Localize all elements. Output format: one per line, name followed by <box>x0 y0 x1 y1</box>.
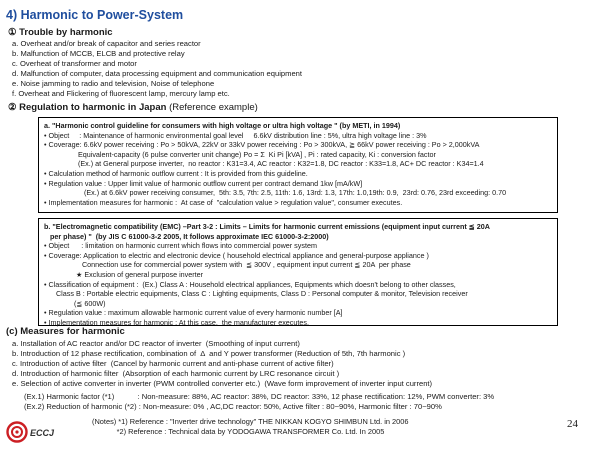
logo-text: ECCJ <box>30 428 55 438</box>
box-a-line: • Regulation value : Upper limit value of harmonic outflow current per contract demand 1kw [mA/kW] <box>44 178 363 188</box>
note-line: (Notes) *1) Reference : "Inverter drive technology" THE NIKKAN KOGYO SHIMBUN Ltd. in 2006 <box>92 417 409 426</box>
box-b-title: per phase) " (by JIS C 61000-3-2 2005, It follows approximate IEC 61000-3-2:2000) <box>44 231 329 241</box>
box-a-line: • Coverage: 6.6kV power receiving : Po > 50kVA, 22kV or 33kV power receiving : Po > 300kVA, ≧ 66kV power receiving : Po > 2,000kVA <box>44 140 480 150</box>
list-item: a. Overheat and/or break of capacitor and series reactor <box>12 39 201 48</box>
list-item: c. Overheat of transformer and motor <box>12 59 137 68</box>
list-item: b. Introduction of 12 phase rectification, combination of Δ and Y power transformer (Reduction of 5th, 7th harmonic ) <box>12 349 406 358</box>
list-item: c. Introduction of active filter (Cancel by harmonic current and anti-phase current of active filter) <box>12 359 334 368</box>
list-item: e. Noise jamming to radio and television, Noise of telephone <box>12 79 215 88</box>
box-b-line: • Classification of equipment : (Ex.) Class A : Household electrical appliances, Equipments which doesn't belong to other classes, <box>44 279 456 289</box>
section2-heading-suffix: (Reference example) <box>169 102 258 113</box>
eccj-logo-icon <box>6 421 28 443</box>
note-line: *2) Reference : Technical data by YODOGAWA TRANSFORMER Co. Ltd. In 2005 <box>92 426 385 436</box>
reference-notes <box>92 417 408 437</box>
section2-heading <box>8 102 258 113</box>
section3-heading: (c) Measures for harmonic <box>6 326 125 337</box>
list-item: a. Installation of AC reactor and/or DC reactor of inverter (Smoothing of input current) <box>12 339 300 348</box>
page-number: 24 <box>567 418 578 430</box>
examples-block <box>24 392 494 412</box>
regulation-box-a <box>38 117 558 213</box>
box-b-line: • Implementation measures for harmonic : At this case, the manufacturer executes. <box>44 317 309 327</box>
regulation-box-b <box>38 218 558 326</box>
box-b-title: b. "Electromagnetic compatibility (EMC) –Part 3-2 : Limits – Limits for harmonic current emissions (equipment input current ≦ 20A <box>44 222 490 231</box>
box-a-title: a. "Harmonic control guideline for consumers with high voltage or ultra high voltage " (by METI, in 1994) <box>44 121 401 130</box>
box-b-line: Connection use for commercial power system with ≦ 300V , equipment input current ≦ 20A per phase <box>44 260 411 270</box>
list-item: d. Introduction of harmonic filter (Absorption of each harmonic current by LRC resonance circuit ) <box>12 369 340 378</box>
list-item: d. Malfunction of computer, data processing equipment and communication equipment <box>12 69 302 78</box>
box-b-line: • Object : limitation on harmonic current which flows into commercial power system <box>44 241 317 251</box>
list-item: b. Malfunction of MCCB, ELCB and protective relay <box>12 49 185 58</box>
box-b-line: • Coverage: Application to electric and electronic device ( household electrical appliance and general-purpose appliance ) <box>44 250 429 260</box>
box-b-line: • Regulation value : maximum allowable harmonic current value of every harmonic number [A] <box>44 308 343 318</box>
section2-heading-text: ② Regulation to harmonic in Japan <box>8 102 167 113</box>
box-a-line: (Ex.) at 6.6kV power receiving consumer, 5th: 3.5, 7th: 2.5, 11th: 1.6, 13rd: 1.3, 17th: 1.0,19th: 0.9, 23rd: 0.76, 23rd exceeding: 0.70 <box>44 188 507 198</box>
section3-list <box>12 339 432 389</box>
example-line: (Ex.1) Harmonic factor (*1) : Non-measure: 88%, AC reactor: 38%, DC reactor: 33%, 12 phase rectification: 12%, PWM converter: 3% <box>24 392 495 401</box>
box-a-line: • Object : Maintenance of harmonic environmental goal level 6.6kV distribution line : 5%, ultra high voltage line : 3% <box>44 130 427 140</box>
box-a-line: • Implementation measures for harmonic : At case of "calculation value > regulation value", consumer executes. <box>44 197 403 207</box>
box-b-line: ★ Exclusion of general purpose inverter <box>44 269 204 279</box>
page-title: 4) Harmonic to Power-System <box>6 8 184 22</box>
box-b-line: (≦ 600W) <box>44 298 106 308</box>
section1-list <box>12 39 302 99</box>
example-line: (Ex.2) Reduction of harmonic (*2) : Non-measure: 0% , AC,DC reactor: 50%, Active filter : 80~90%, Harmonic filter : 70~90% <box>24 402 442 411</box>
box-a-line: Equivalent-capacity (6 pulse converter unit change) Po = Σ Ki Pi [kVA] , Pi : rated capacity, Ki : conversion factor <box>44 149 436 159</box>
box-a-line: (Ex.) at General purpose inverter, no reactor : K31=3.4, AC reactor : K32=1.8, DC reactor : K33=1.8, AC+ DC reactor : K34=1.4 <box>44 159 484 169</box>
list-item: e. Selection of active converter in inverter (PWM controlled converter etc.) (Wave form improvement of inverter input current) <box>12 379 433 388</box>
section1-heading: ① Trouble by harmonic <box>8 27 113 38</box>
list-item: f. Overheat and Flickering of fluorescent lamp, mercury lamp etc. <box>12 89 230 98</box>
box-a-line: • Calculation method of harmonic outflow current : It is provided from this guideline. <box>44 168 308 178</box>
box-b-line: Class B : Portable electric equipments, Class C : Lighting equipments, Class D : Personal computer & monitor, Television receiver <box>44 289 468 299</box>
